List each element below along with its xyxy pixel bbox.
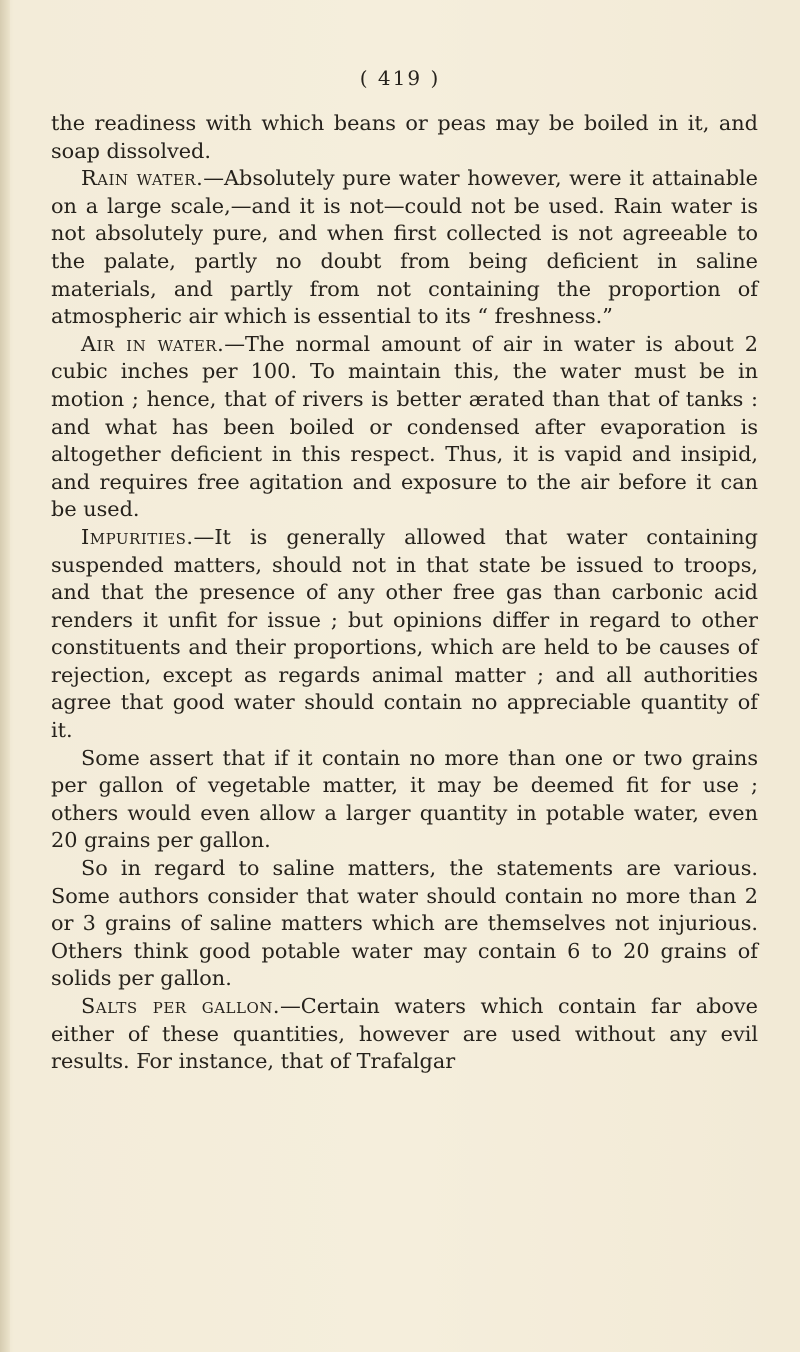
paragraph-salts-per-gallon: [51, 993, 758, 1076]
page-binding-edge: [0, 0, 10, 1352]
paragraph-impurities: [51, 524, 758, 745]
section-heading: Impurities.: [81, 524, 194, 549]
paragraph-text: the readiness with which beans or peas may be boiled in it, and soap dissolved.: [51, 111, 758, 163]
section-heading: Rain water.: [81, 166, 204, 191]
body-text: [51, 110, 758, 1076]
paragraph-continuation: [51, 110, 758, 165]
paragraph-text: —Certain waters which contain far above either of these quantities, however are used without any evil results. For instance, that of Trafalgar: [51, 994, 758, 1074]
paragraph-vegetable-matter: [51, 745, 758, 855]
section-heading: Air in water.: [81, 331, 225, 356]
paragraph-text: Some assert that if it contain no more than one or two grains per gallon of vegetable matter, it may be deemed fit for use ; others would even allow a larger quantity in potable water, even 20 grains per gallon.: [51, 745, 758, 853]
paragraph-text: —Absolutely pure water however, were it attainable on a large scale,—and it is not—could not be used. Rain water is not absolutely pure, and when first collected is not agreeable to the palate, partly no doubt from being deficient in saline materials, and partly from not containing the proportion of atmospheric air which is essential to its “ freshness.”: [51, 166, 758, 329]
paragraph-text: —The normal amount of air in water is about 2 cubic inches per 100. To maintain this, the water must be in motion ; hence, that of rivers is better ærated than that of tanks : and what has been boiled or condensed after evaporation is altogether deficient in this respect. Thus, it is vapid and insipid, and requires free agitation and exposure to the air before it can be used.: [51, 331, 758, 522]
section-heading: Salts per gallon.: [81, 994, 280, 1018]
paragraph-saline-matters: [51, 855, 758, 993]
page-number: ( 419 ): [359, 66, 441, 90]
paragraph-air-in-water: [51, 331, 758, 524]
paragraph-rain-water: [51, 165, 758, 331]
paragraph-text: —It is generally allowed that water containing suspended matters, should not in that state be issued to troops, and that the presence of any other free gas than carbonic acid renders it unfit for issue ; but opinions differ in regard to other constituents and their proportions, which are held to be causes of rejection, except as regards animal matter ; and all authorities agree that good water should contain no appreciable quantity of it.: [51, 524, 758, 743]
paragraph-text: So in regard to saline matters, the statements are various. Some authors consider that water should contain no more than 2 or 3 grains of saline matters which are themselves not injurious. Others think good potable water may contain 6 to 20 grains of solids per gallon.: [51, 856, 758, 991]
